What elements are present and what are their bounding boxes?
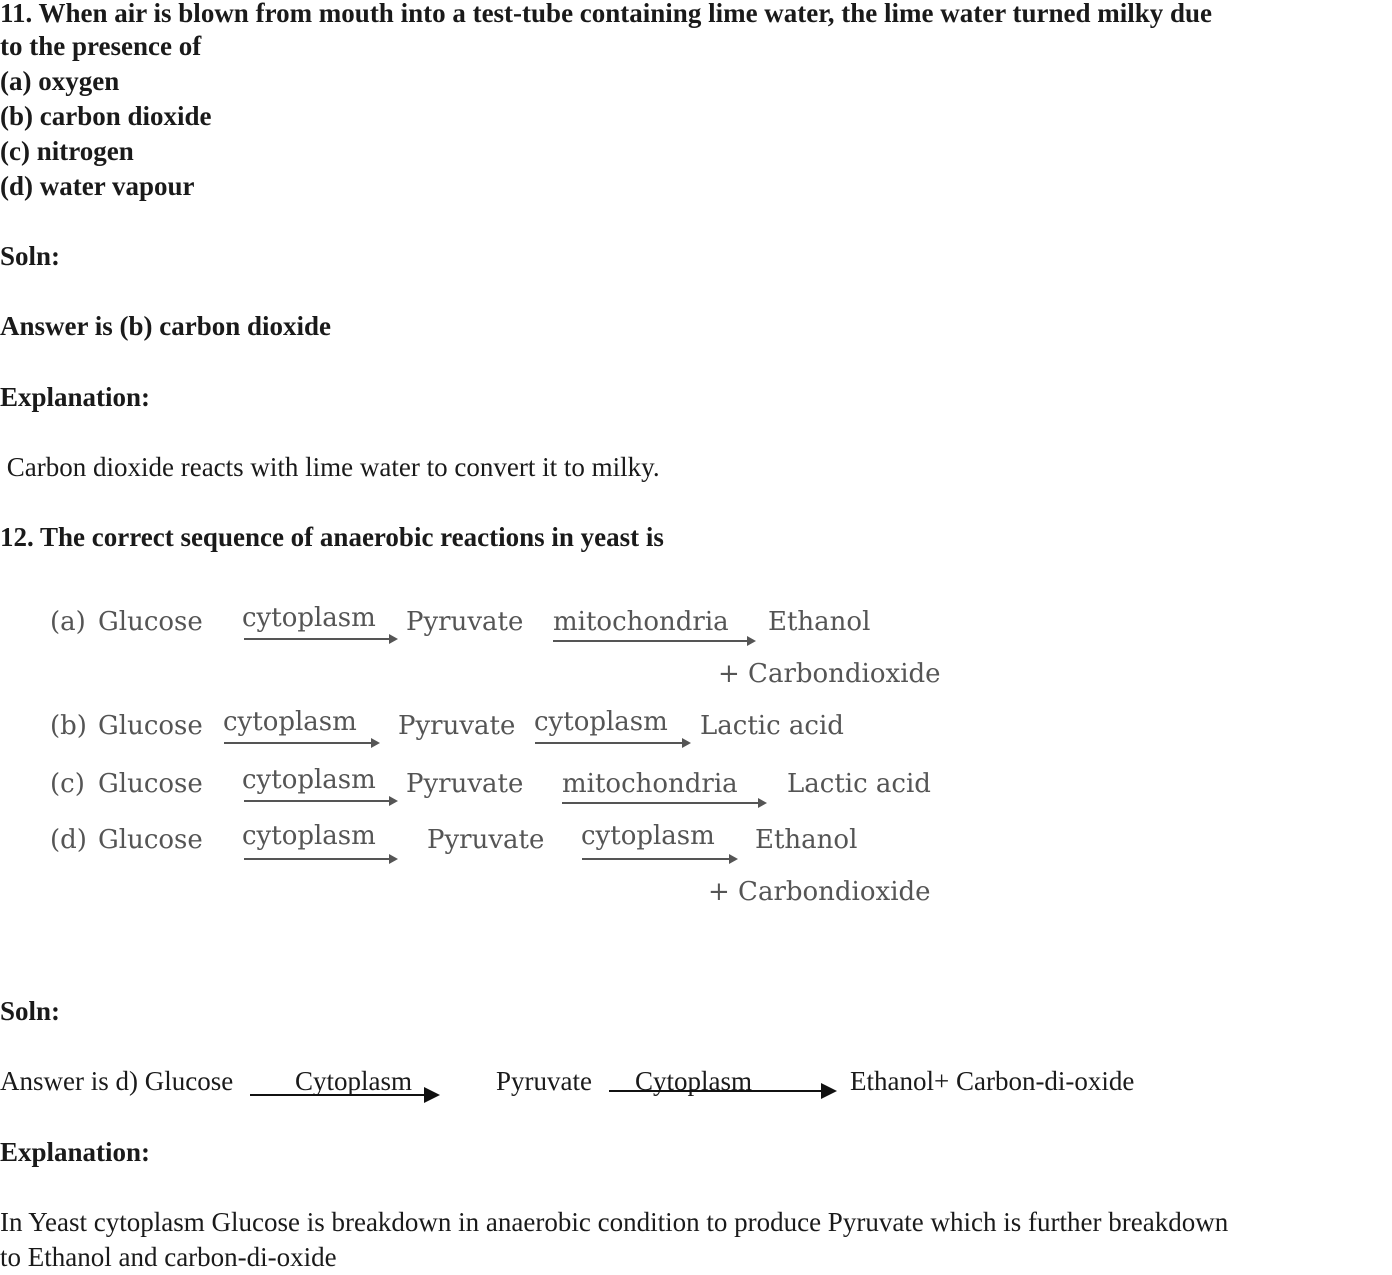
q12-option-c-step2: mitochondria — [562, 769, 738, 799]
q12-question: 12. The correct sequence of anaerobic reactions in yeast is — [0, 522, 664, 552]
q12-explanation-label: Explanation: — [0, 1137, 151, 1167]
q11-explanation-text: Carbon dioxide reacts with lime water to convert it to milky. — [0, 452, 660, 482]
q12-option-b-step2: cytoplasm — [534, 707, 668, 737]
q12-explanation-line1: In Yeast cytoplasm Glucose is breakdown in anaerobic condition to produce Pyruvate which is further breakdown — [0, 1207, 1229, 1237]
q12-option-d-start: Glucose — [98, 825, 203, 855]
q12-option-a-extra: + Carbondioxide — [718, 659, 941, 689]
q11-option-d: (d) water vapour — [0, 171, 195, 201]
q12-option-d-extra: + Carbondioxide — [708, 877, 931, 907]
q12-option-a-step2: mitochondria — [553, 607, 729, 637]
q12-option-b-end: Lactic acid — [700, 711, 844, 741]
q12-option-d-step1: cytoplasm — [242, 821, 376, 851]
q12-answer-step1: Cytoplasm — [295, 1066, 413, 1096]
q12-option-c-label: (c) — [50, 769, 85, 799]
q12-answer-prefix: Answer is d) Glucose — [0, 1066, 234, 1096]
q11-option-b: (b) carbon dioxide — [0, 101, 212, 131]
q12-option-d-arrow2 — [582, 858, 736, 860]
q12-option-a-arrow1 — [244, 638, 396, 640]
q11-explanation-label: Explanation: — [0, 382, 151, 412]
q11-question-line1: 11. When air is blown from mouth into a test-tube containing lime water, the lime water turned milky due — [0, 0, 1213, 28]
q12-answer-end: Ethanol+ Carbon-di-oxide — [850, 1066, 1135, 1096]
q12-option-d-step2: cytoplasm — [581, 821, 715, 851]
q11-question-line2: to the presence of — [0, 31, 202, 61]
q12-option-d-label: (d) — [50, 825, 87, 855]
q12-option-c-step1: cytoplasm — [242, 765, 376, 795]
q12-option-d-end: Ethanol — [755, 825, 858, 855]
q12-option-a-step1: cytoplasm — [242, 603, 376, 633]
q11-option-a: (a) oxygen — [0, 66, 120, 96]
q12-answer-arrow1 — [250, 1094, 436, 1096]
q12-option-b-step1: cytoplasm — [223, 707, 357, 737]
q12-option-a-mid: Pyruvate — [406, 607, 524, 637]
q11-option-c: (c) nitrogen — [0, 136, 134, 166]
q12-option-b-arrow2 — [535, 742, 689, 744]
q12-soln-label: Soln: — [0, 996, 61, 1026]
q12-option-b-mid: Pyruvate — [398, 711, 516, 741]
q12-option-a-end: Ethanol — [768, 607, 871, 637]
q12-option-c-end: Lactic acid — [787, 769, 931, 799]
q11-soln-label: Soln: — [0, 241, 61, 271]
q11-answer: Answer is (b) carbon dioxide — [0, 311, 332, 341]
q12-option-b-label: (b) — [50, 711, 87, 741]
q12-option-a-start: Glucose — [98, 607, 203, 637]
q12-explanation-line2: to Ethanol and carbon-di-oxide — [0, 1242, 337, 1272]
q12-option-b-start: Glucose — [98, 711, 203, 741]
q12-option-d-arrow1 — [244, 858, 396, 860]
q12-option-d-mid: Pyruvate — [427, 825, 545, 855]
q12-answer-mid: Pyruvate — [496, 1066, 592, 1096]
q12-option-c-arrow1 — [244, 800, 396, 802]
q12-answer-arrow2 — [609, 1090, 833, 1092]
q12-option-b-arrow1 — [224, 742, 378, 744]
q12-option-c-mid: Pyruvate — [406, 769, 524, 799]
q12-option-c-arrow2 — [562, 802, 765, 804]
q12-answer-step2: Cytoplasm — [635, 1066, 753, 1096]
q12-option-a-label: (a) — [50, 607, 86, 637]
q12-option-a-arrow2 — [553, 640, 754, 642]
q12-option-c-start: Glucose — [98, 769, 203, 799]
